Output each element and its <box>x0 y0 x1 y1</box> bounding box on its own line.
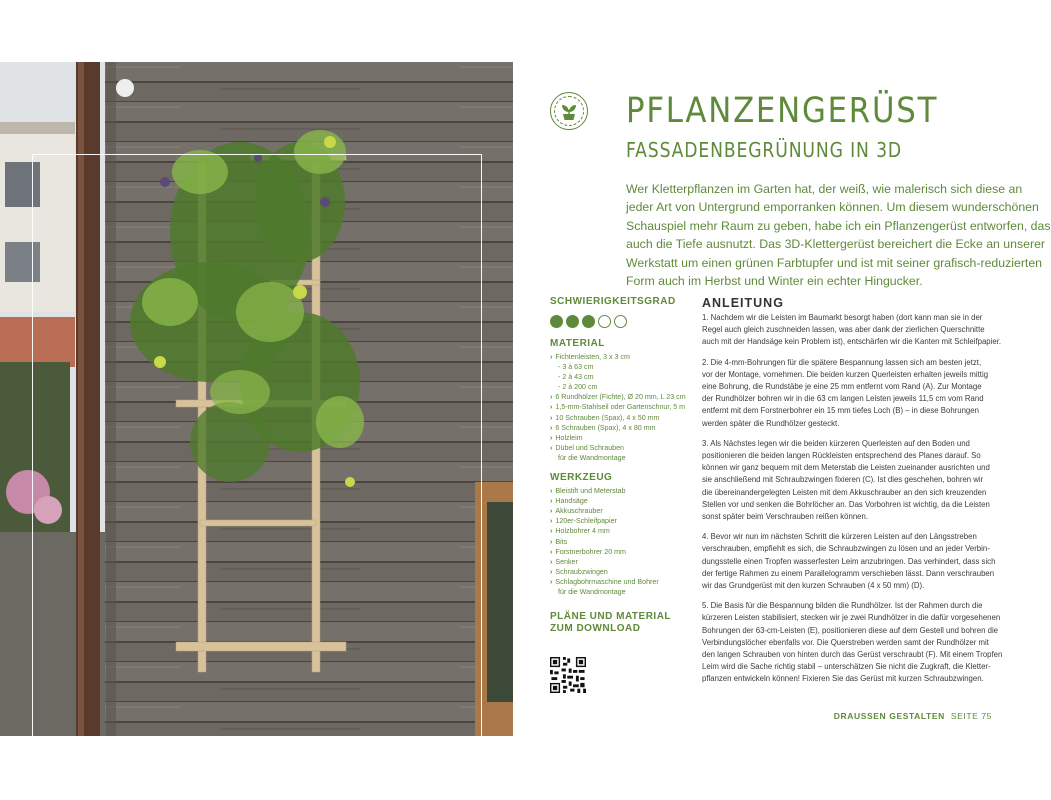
instruction-line: 1. Nachdem wir die Leisten im Baumarkt besorgt haben (dort kann man sie in der <box>702 313 983 322</box>
instructions-steps <box>702 312 1003 686</box>
difficulty-dot-filled <box>550 315 563 328</box>
instruction-line: Bohrungen der 63-cm-Leisten (E), positionieren diese auf dem Gestell und bohren die <box>702 625 999 635</box>
difficulty-dot-empty <box>614 315 627 328</box>
page-subtitle: FASSADENBEGRÜNUNG IN 3D <box>626 138 903 162</box>
instruction-line: entfernt mit dem Forstnerbohrer ein 15 mm tiefes Loch (B) – in diese Bohrungen <box>702 406 979 416</box>
tools-item: › Bits <box>550 537 690 547</box>
instruction-line: kürzeren Leisten stabilisiert, stecken wir je zwei Rundhölzer in die dafür vorgesehenen <box>702 613 1001 623</box>
material-item: › 6 Schrauben (Spax), 4 x 80 mm <box>550 423 690 433</box>
instruction-line: vor der Montage, vornehmen. Die beiden kurzen Querleisten erhalten jeweils mittig <box>702 369 989 379</box>
instruction-step <box>702 312 1002 349</box>
material-item: › 6 Rundhölzer (Fichte), Ø 20 mm, L 23 cm <box>550 392 690 402</box>
intro-line: Werkstatt um einen grünen Farbtupfer und ist mit seiner grafisch-reduzierten <box>626 255 1043 270</box>
plant-pot-icon <box>550 92 588 130</box>
difficulty-dot-filled <box>566 315 579 328</box>
tools-item: › 120er-Schleifpapier <box>550 516 690 526</box>
material-heading: MATERIAL <box>550 338 605 349</box>
instruction-line: positionieren die beiden langen Rückleisten entsprechend des Planes darauf. So <box>702 451 981 461</box>
tools-list <box>550 486 690 597</box>
page-title: PFLANZENGERÜST <box>626 91 939 131</box>
instruction-line: pflanzen entwickeln können! Fixieren Sie das Gerüst mit kurzen Schraubzwingen. <box>702 674 984 684</box>
material-item: › Holzleim <box>550 433 690 443</box>
instruction-line: werden später die Rundhölzer gesteckt. <box>702 418 840 428</box>
instructions-heading: ANLEITUNG <box>702 296 784 310</box>
tools-item: für die Wandmontage <box>558 587 626 596</box>
trellis-photo <box>0 62 513 736</box>
difficulty-rating <box>550 315 690 328</box>
instruction-line: sonst später beim Verschrauben reißen können. <box>702 512 868 522</box>
plant-pot-icon-glyph <box>558 100 580 122</box>
instruction-line: Leim wird die Sache richtig stabil – unterschätzen Sie nicht die Zugkraft, die Kletter- <box>702 662 991 672</box>
tools-item: › Schraubzwingen <box>550 567 690 577</box>
intro-paragraph <box>626 180 1051 290</box>
tools-item: › Schlagbohrmaschine und Bohrer <box>550 577 690 587</box>
difficulty-dot-empty <box>598 315 611 328</box>
material-item: für die Wandmontage <box>558 453 626 462</box>
instruction-line: auch mit der Handsäge kein Problem ist), entschärfen wir die Kanten mit Schleifpapier. <box>702 337 1002 347</box>
instruction-line: eine Bohrung, die Rundstäbe je eine 25 mm entfernt vom Rand (A). Zur Montage <box>702 382 982 392</box>
instruction-line: wir das Grundgerüst mit den kurzen Schrauben (4 x 50 mm) (D). <box>702 581 925 591</box>
page-footer <box>834 711 992 721</box>
intro-line: jeder Art von Untergrund emporranken können. Um diesem wunderschönen <box>626 200 1039 215</box>
tools-item: › Senker <box>550 557 690 567</box>
intro-line: auch die Tiefe ausnutzt. Das 3D-Klettergerüst bereichert die Ecke an unserer <box>626 237 1046 252</box>
instruction-line: 5. Die Basis für die Bespannung bilden die Rundhölzer. Ist der Rahmen durch die <box>702 601 983 611</box>
instruction-line: Regel auch gleich zuschneiden lassen, was aber dank der zierlichen Querschnitte <box>702 325 985 335</box>
instruction-step <box>702 357 998 430</box>
instruction-line: 2. Die 4-mm-Bohrungen für die spätere Bespannung lassen sich am besten jetzt, <box>702 357 982 367</box>
instruction-line: dungsstelle einen Tropfen wasserfesten Leim anzubringen. Das verhindert, dass sich <box>702 556 996 566</box>
instruction-line: der fertige Rahmen zu einem Parallelogramm verschieben lässt. Dann verschrauben <box>702 568 995 578</box>
sidebar-info <box>550 296 690 711</box>
intro-line: Form auch im Herbst und Winter ein echter Hingucker. <box>626 274 923 289</box>
footer-section: DRAUSSEN GESTALTEN <box>833 711 945 721</box>
tools-item: › Forstnerbohrer 20 mm <box>550 547 690 557</box>
tools-item: › Holzbohrer 4 mm <box>550 526 690 536</box>
intro-line: Wer Kletterpflanzen im Garten hat, der weiß, wie malerisch sich diese an <box>626 182 1023 196</box>
instruction-line: 4. Bevor wir nun im nächsten Schritt die kürzeren Leisten auf den Längsstreben <box>702 532 977 542</box>
qr-code-icon[interactable] <box>550 644 586 706</box>
photo-illustration <box>0 62 513 736</box>
instruction-step <box>702 438 998 523</box>
tools-heading: WERKZEUG <box>550 472 613 484</box>
tools-item: › Handsäge <box>550 496 690 506</box>
instruction-line: den langen Schrauben von hinten durch das Gerüst verschraubt (F). Mit einem Tropfen <box>702 650 1003 660</box>
material-item: › Fichtenleisten, 3 x 3 cm <box>550 352 690 362</box>
tools-item: › Bleistift und Meterstab <box>550 486 690 496</box>
instruction-step <box>702 600 1003 685</box>
material-item: › Dübel und Schrauben <box>550 443 690 453</box>
download-heading <box>550 611 690 635</box>
difficulty-dot-filled <box>582 315 595 328</box>
download-heading-line: ZUM DOWNLOAD <box>550 623 641 635</box>
material-item: - 3 à 63 cm <box>558 363 594 372</box>
material-item: - 2 à 43 cm <box>558 373 594 382</box>
instruction-line: die übereinandergelegten Leisten mit dem Akkuschrauber an den sich kreuzenden <box>702 487 987 497</box>
instruction-step <box>702 531 998 592</box>
instruction-line: sie anschließend mit Schraubzwingen fixieren (C). Ist dies geschehen, bohren wir <box>702 475 984 485</box>
instruction-line: können wir ganz bequem mit dem Meterstab die Leisten zueinander ausrichten und <box>702 463 990 473</box>
instruction-line: Verbindungslöcher ebenfalls vor. Die Querstreben werden samt der Rundhölzer mit <box>702 637 989 647</box>
difficulty-heading: SCHWIERIGKEITSGRAD <box>550 296 676 307</box>
instructions-column <box>702 296 1003 694</box>
instruction-line: verschrauben, empfiehlt es sich, die Schraubzwingen zu lösen und an jeder Verbin- <box>702 544 990 554</box>
download-heading-line: PLÄNE UND MATERIAL <box>550 611 672 623</box>
page-number: SEITE 75 <box>950 711 992 721</box>
instruction-line: 3. Als Nächstes legen wir die beiden kürzeren Querleisten auf den Boden und <box>702 438 970 448</box>
material-list <box>550 352 690 463</box>
material-item: › 1,5-mm-Stahlseil oder Gartenschnur, 5 m <box>550 402 690 412</box>
material-item: › 10 Schrauben (Spax), 4 x 50 mm <box>550 413 690 423</box>
material-item: - 2 à 200 cm <box>558 383 598 392</box>
intro-line: Schauspiel mehr Raum zu geben, habe ich ein Pflanzengerüst entworfen, das <box>626 218 1051 233</box>
instruction-line: der Rundhölzer bohren wir in die 63 cm langen Leisten jeweils 11,5 cm vom Rand <box>702 394 984 404</box>
tools-item: › Akkuschrauber <box>550 506 690 516</box>
instruction-line: Stellen vor und senken die Bohrlöcher an. Das Vorbohren ist wichtig, da die Leisten <box>702 499 990 509</box>
